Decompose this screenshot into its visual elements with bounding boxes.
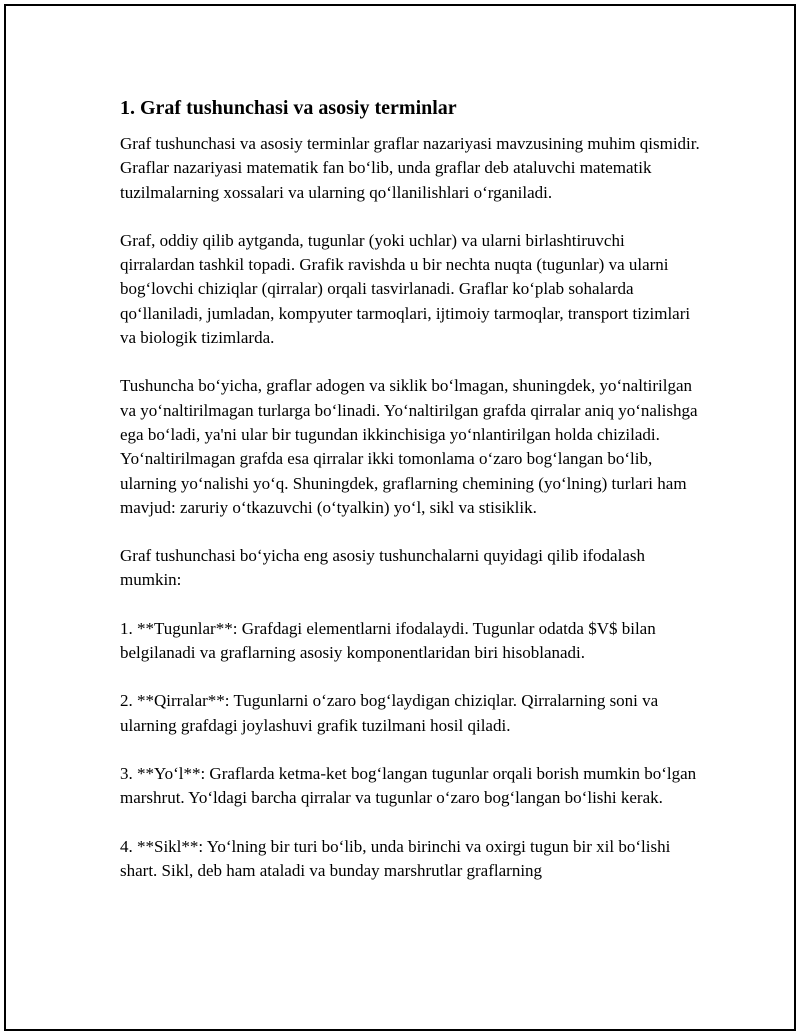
document-page	[4, 4, 796, 1031]
list-item-nodes: 1. **Tugunlar**: Grafdagi elementlarni ifodalaydi. Tugunlar odatda $V$ bilan belgilanadi va graflarning asosiy komponentlaridan biri hisoblanadi.	[120, 618, 656, 663]
section-heading: 1. Graf tushunchasi va asosiy terminlar	[120, 97, 457, 119]
paragraph-graph-definition: Graf, oddiy qilib aytganda, tugunlar (yoki uchlar) va ularni birlashtiruvchi qirralardan tashkil topadi. Grafik ravishda u bir nechta nuqta (tugunlar) va ularni bog‘lovchi chiziqlar (qirralar) orqali tasvirlanadi. Graflar ko‘plab sohalarda qo‘llaniladi, jumladan, kompyuter tarmoqlari, ijtimoiy tarmoqlar, transport tizimlari va biologik tizimlarda.	[120, 230, 691, 348]
document-body	[120, 95, 700, 907]
list-item-path: 3. **Yo‘l**: Graflarda ketma-ket bog‘langan tugunlar orqali borish mumkin bo‘lgan marshrut. Yo‘ldagi barcha qirralar va tugunlar o‘zaro bog‘langan bo‘lishi kerak.	[120, 763, 697, 808]
paragraph-intro: Graf tushunchasi va asosiy terminlar graflar nazariyasi mavzusining muhim qismidir. Graflar nazariyasi matematik fan bo‘lib, unda graflar deb ataluvchi matematik tuzilmalarning xossalari va ularning qo‘llanilishlari o‘rganiladi.	[120, 134, 700, 202]
list-item-edges: 2. **Qirralar**: Tugunlarni o‘zaro bog‘laydigan chiziqlar. Qirralarning soni va ularning grafdagi joylashuvi grafik tuzilmani hosil qiladi.	[120, 691, 659, 735]
list-item-cycle: 4. **Sikl**: Yo‘lning bir turi bo‘lib, unda birinchi va oxirgi tugun bir xil bo‘lishi shart. Sikl, deb ham ataladi va bunday marshrutlar graflarning	[120, 836, 671, 880]
paragraph-basic-concepts: Graf tushunchasi bo‘yicha eng asosiy tushunchalarni quyidagi qilib ifodalash mumkin:	[120, 546, 645, 590]
paragraph-graph-types: Tushuncha bo‘yicha, graflar adogen va siklik bo‘lmagan, shuningdek, yo‘naltirilgan va yo‘naltirilmagan turlarga bo‘linadi. Yo‘naltirilgan grafda qirralar aniq yo‘nalishga ega bo‘ladi, ya'ni ular bir tugundan ikkinchisiga yo‘nlantirilgan holda chiziladi. Yo‘naltirilmagan grafda esa qirralar ikki tomonlama o‘zaro bog‘langan bo‘lib, ularning yo‘nalishi yo‘q. Shuningdek, graflarning chemining (yo‘lning) turlari ham mavjud: zaruriy o‘tkazuvchi (o‘tyalkin) yo‘l, sikl va stisiklik.	[120, 376, 698, 517]
